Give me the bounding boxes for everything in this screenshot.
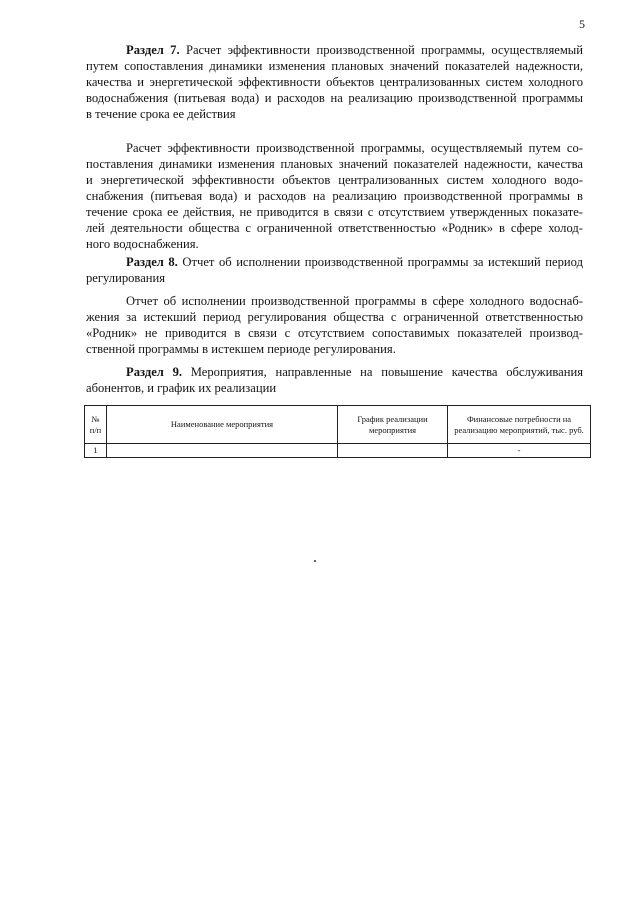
section9-heading-label: Раздел 9.: [126, 365, 183, 379]
section9-heading-line-2: абонентов, и график их реализации: [86, 381, 277, 395]
section8-heading-label: Раздел 8.: [126, 255, 178, 269]
section8-body-line-4: ственной программы в истекшем периоде регулирования.: [86, 342, 396, 356]
section7-body-line-5: течение срока ее действия, не приводится в связи с отсутствием утвержденных показате-: [86, 205, 583, 219]
table-header-row: [85, 406, 591, 444]
cell-name: [107, 444, 338, 458]
section7-body-line-6: лей деятельности общества с ограниченной ответственностью «Родник» в сфере холод-: [86, 221, 583, 235]
events-table: [84, 405, 591, 458]
header-number: № п/п: [85, 406, 107, 444]
cell-number: 1: [85, 444, 107, 458]
section7-heading-line-5: в течение срока ее действия: [86, 107, 236, 121]
section7-body-line-2: поставления динамики изменения плановых значений показателей надежности, качества: [86, 157, 583, 171]
section7-heading-line-4: водоснабжения (питьевая вода) и расходов на реализацию производственной программы: [86, 91, 583, 105]
section7-heading-label: Раздел 7.: [126, 43, 180, 57]
section8-heading-text: Отчет об исполнении производственной программы за истекший период: [182, 255, 583, 269]
section8-body-line-1: Отчет об исполнении производственной программы в сфере холодного водоснаб-: [126, 294, 583, 308]
section7-body-line-4: снабжения (питьевая вода) и расходов на реализацию производственной программы в: [86, 189, 583, 203]
table-row: [85, 444, 591, 458]
section8-heading-line-2: регулирования: [86, 271, 166, 285]
section7-heading-line-1: [126, 42, 583, 58]
header-finance: Финансовые потребности на реализацию мероприятий, тыс. руб.: [448, 406, 591, 444]
cell-finance: -: [448, 444, 591, 458]
section7-body-line-7: ного водоснабжения.: [86, 237, 199, 251]
section8-body-line-2: жения за истекший период регулирования общества с ограниченной ответственностью: [86, 310, 583, 324]
section8-heading-line-1: [126, 254, 583, 270]
header-schedule: График реализации мероприятия: [338, 406, 448, 444]
stray-mark: [314, 560, 316, 562]
section9-heading-line-1: [126, 364, 583, 380]
section8-body-line-3: «Родник» не приводится в связи с отсутствием сопоставимых показателей производ-: [86, 326, 583, 340]
section7-heading-text: Расчет эффективности производственной программы, осуществляемый: [185, 43, 583, 57]
section7-heading-line-2: путем сопоставления динамики изменения плановых значений показателей надежности,: [86, 59, 583, 73]
section7-body-line-3: и энергетической эффективности объектов централизованных систем холодного водо-: [86, 173, 583, 187]
page-number: 5: [579, 17, 585, 31]
section7-heading-line-3: качества и энергетической эффективности объектов централизованных систем холодного: [86, 75, 583, 89]
header-name: Наименование мероприятия: [107, 406, 338, 444]
section9-heading-text: Мероприятия, направленные на повышение качества обслуживания: [190, 365, 583, 379]
section7-body-line-1: Расчет эффективности производственной программы, осуществляемый путем со-: [126, 141, 583, 155]
cell-schedule: [338, 444, 448, 458]
